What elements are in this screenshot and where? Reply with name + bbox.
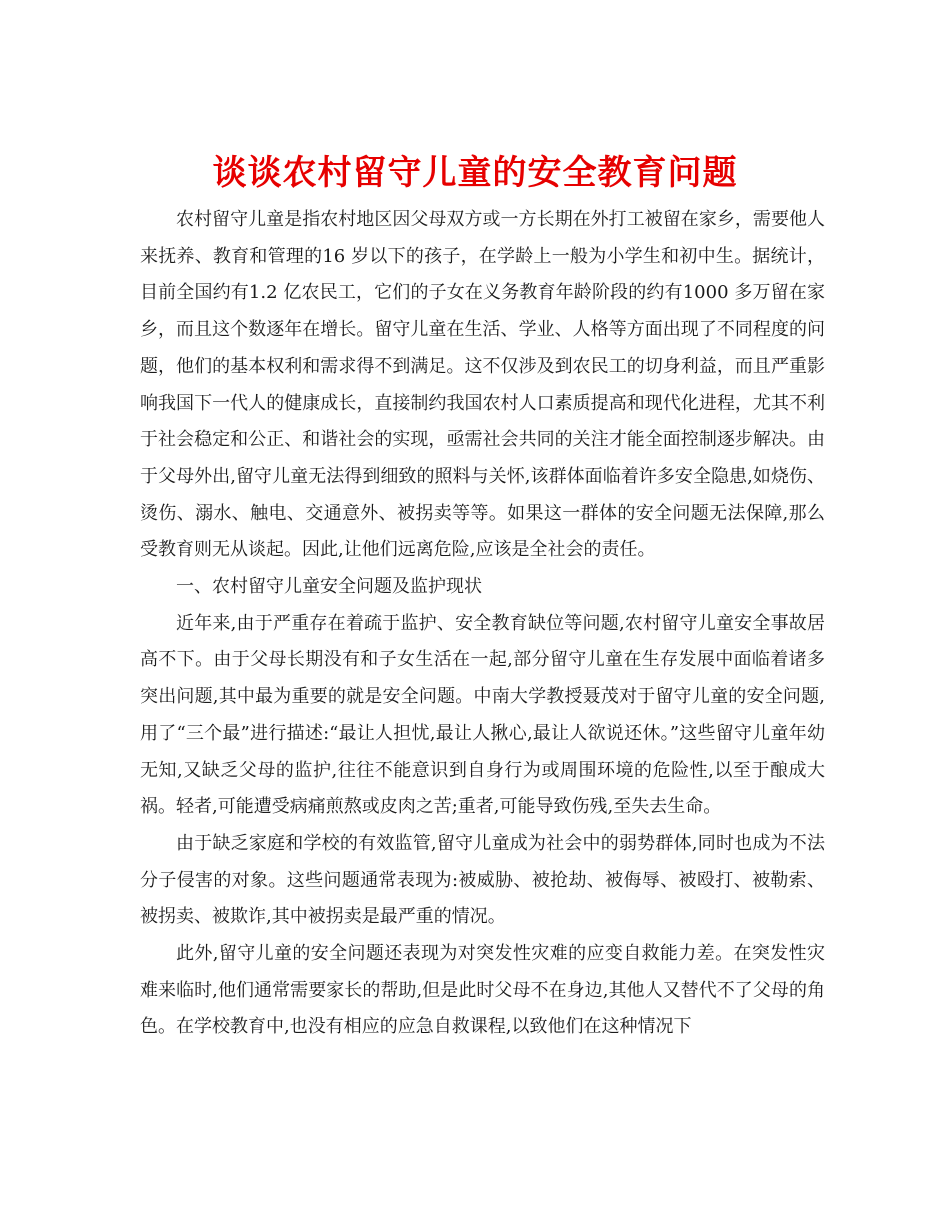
paragraph-2: 近年来,由于严重存在着疏于监护、安全教育缺位等问题,农村留守儿童安全事故居高不下。由于父母长期没有和子女生活在一起,部分留守儿童在生存发展中面临着诸多突出问题,其中最为重要的就是安全问题。中南大学教授聂茂对于留守儿童的安全问题,用了“三个最”进行描述:“最让人担忧,最让人揪心,最让人欲说还休。”这些留守儿童年幼无知,又缺乏父母的监护,往往不能意识到自身行为或周围环境的危险性,以至于酿成大祸。轻者,可能遭受病痛煎熬或皮肉之苦;重者,可能导致伤残,至失去生命。 [140, 612, 825, 818]
paragraph-3: 由于缺乏家庭和学校的有效监管,留守儿童成为社会中的弱势群体,同时也成为不法分子侵害的对象。这些问题通常表现为:被威胁、被抢劫、被侮辱、被殴打、被勒索、被拐卖、被欺诈,其中被拐卖是最严重的情况。 [140, 832, 825, 928]
paragraph-4: 此外,留守儿童的安全问题还表现为对突发性灾难的应变自救能力差。在突发性灾难来临时,他们通常需要家长的帮助,但是此时父母不在身边,其他人又替代不了父母的角色。在学校教育中,也没有相应的应急自救课程,以致他们在这种情况下 [140, 943, 825, 1038]
paragraph-intro: 农村留守儿童是指农村地区因父母双方或一方长期在外打工被留在家乡，需要他人来抚养、教育和管理的16 岁以下的孩子，在学龄上一般为小学生和初中生。据统计，目前全国约有1.2 亿农民工，它们的子女在义务教育年龄阶段的约有1000 多万留在家乡，而且这个数逐年在增长。留守儿童在生活、学业、人格等方面出现了不同程度的问题，他们的基本权利和需求得不到满足。这不仅涉及到农民工的切身利益，而且严重影响我国下一代人的健康成长，直接制约我国农村人口素质提高和现代化进程，尤其不利于社会稳定和公正、和谐社会的实现，亟需社会共同的关注才能全面控制逐步解决。由于父母外出,留守儿童无法得到细致的照料与关怀,该群体面临着许多安全隐患,如烧伤、烫伤、溺水、触电、交通意外、被拐卖等等。如果这一群体的安全问题无法保障,那么受教育则无从谈起。因此,让他们远离危险,应该是全社会的责任。 [140, 209, 825, 561]
document-body [140, 202, 825, 1046]
section-heading-1: 一、农村留守儿童安全问题及监护现状 [176, 576, 482, 598]
document-title: 谈谈农村留守儿童的安全教育问题 [212, 152, 738, 193]
